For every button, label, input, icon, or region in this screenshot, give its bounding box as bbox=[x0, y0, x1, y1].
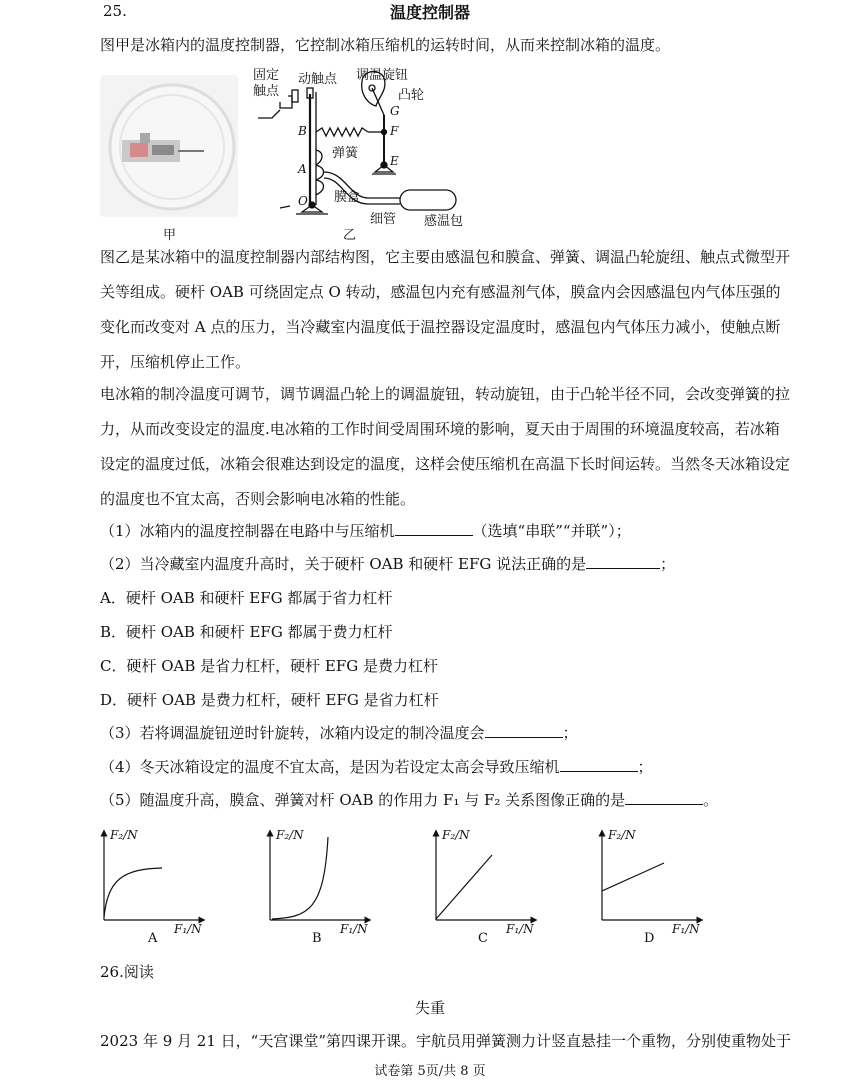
question-1-text: （1）冰箱内的温度控制器在电路中与压缩机 bbox=[100, 522, 395, 540]
question-number: 25. bbox=[103, 2, 127, 20]
label-bulb: 感温包 bbox=[424, 214, 464, 229]
graph-d-line bbox=[602, 863, 664, 891]
graph-b-y-label: F₂/N bbox=[276, 828, 304, 842]
graph-d-letter: D bbox=[644, 931, 655, 946]
question-26-heading: 26.阅读 bbox=[100, 963, 154, 981]
graph-b-x-label: F₁/N bbox=[340, 922, 368, 936]
figure-jia-caption: 甲 bbox=[163, 228, 177, 243]
label-spring: 弹簧 bbox=[332, 146, 359, 161]
graph-d[interactable] bbox=[590, 825, 710, 950]
question-26-text: 2023 年 9 月 21 日，“天宫课堂”第四课开课。宇航员用弹簧测力计竖直悬挂一个重物，分别使重物处于 bbox=[100, 1032, 791, 1050]
graph-a-y-label: F₂/N bbox=[110, 828, 138, 842]
question-2-text: （2）当冷藏室内温度升高时，关于硬杆 OAB 和硬杆 EFG 说法正确的是 bbox=[100, 555, 587, 573]
question-2 bbox=[100, 554, 800, 574]
question-2-blank[interactable] bbox=[586, 554, 660, 569]
graph-c[interactable] bbox=[424, 825, 544, 950]
controller-structure-diagram bbox=[250, 60, 475, 230]
question-5-suffix: 。 bbox=[703, 791, 719, 809]
graph-c-letter: C bbox=[478, 931, 488, 946]
thermostat-photo bbox=[100, 75, 238, 217]
label-moving-contact: 动触点 bbox=[298, 72, 338, 87]
question-4-text: （4）冬天冰箱设定的温度不宜太高，是因为若设定太高会导致压缩机 bbox=[100, 758, 560, 776]
question-4-blank[interactable] bbox=[560, 757, 638, 772]
question-5 bbox=[100, 790, 800, 810]
question-2-suffix: ； bbox=[660, 555, 676, 573]
graph-b-letter: B bbox=[312, 931, 322, 946]
paragraph-adjustment: 电冰箱的制冷温度可调节，调节调温凸轮上的调温旋钮，转动旋钮，由于凸轮半径不同，会改变弹簧的拉力，从而改变设定的温度.电冰箱的工作时间受周围环境的影响，夏天由于周围的环境温度较高，若冰箱设定的温度过低，冰箱会很难达到设定的温度，这样会使压缩机在高温下长时间运转。当然冬天冰箱设定的温度也不宜太高，否则会影响电冰箱的性能。 bbox=[100, 385, 791, 508]
label-diaphragm: 膜盒 bbox=[334, 190, 361, 205]
page-footer: 试卷第 5页/共 8 页 bbox=[374, 1064, 486, 1079]
label-F: F bbox=[390, 124, 399, 138]
label-A: A bbox=[298, 162, 307, 176]
graph-a[interactable] bbox=[92, 825, 212, 950]
question-3 bbox=[100, 723, 800, 743]
thermostat-photo-image bbox=[100, 75, 238, 217]
label-tube: 细管 bbox=[370, 212, 397, 227]
label-knob: 调温旋钮 bbox=[356, 68, 409, 83]
question-4 bbox=[100, 757, 800, 777]
label-fixed-contact: 固定触点 bbox=[253, 68, 280, 99]
question-4-suffix: ； bbox=[637, 758, 653, 776]
option-a[interactable]: A．硬杆 OAB 和硬杆 EFG 都属于省力杠杆 bbox=[100, 589, 393, 607]
question-5-blank[interactable] bbox=[625, 790, 703, 805]
option-d[interactable]: D．硬杆 OAB 是费力杠杆，硬杆 EFG 是省力杠杆 bbox=[100, 691, 439, 709]
graph-c-y-label: F₂/N bbox=[442, 828, 470, 842]
graph-a-x-label: F₁/N bbox=[174, 922, 202, 936]
paragraph-structure: 图乙是某冰箱中的温度控制器内部结构图，它主要由感温包和膜盒、弹簧、调温凸轮旋纽、触点式微型开关等组成。硬杆 OAB 可绕固定点 O 转动，感温包内充有感温剂气体，膜盒内会因感温包内气体压强的变化而改变对 A 点的压力，当冷藏室内温度低于温控器设定温度时，感温包内气体压力减小，使触点断开，压缩机停止工作。 bbox=[100, 248, 791, 371]
question-3-blank[interactable] bbox=[485, 723, 563, 738]
label-E: E bbox=[390, 154, 399, 168]
figure-yi-caption: 乙 bbox=[343, 228, 357, 243]
label-B: B bbox=[298, 124, 307, 138]
graph-a-letter: A bbox=[148, 931, 158, 946]
section-title: 温度控制器 bbox=[389, 3, 470, 22]
graph-b[interactable] bbox=[258, 825, 378, 950]
option-c[interactable]: C．硬杆 OAB 是省力杠杆，硬杆 EFG 是费力杠杆 bbox=[100, 657, 439, 675]
question-1-suffix: （选填“串联”“并联”）； bbox=[472, 522, 631, 540]
label-O: O bbox=[298, 194, 308, 208]
question-1 bbox=[100, 521, 800, 541]
option-b[interactable]: B．硬杆 OAB 和硬杆 EFG 都属于费力杠杆 bbox=[100, 623, 393, 641]
graph-d-y-label: F₂/N bbox=[608, 828, 636, 842]
graph-b-curve bbox=[272, 837, 328, 919]
intro-paragraph: 图甲是冰箱内的温度控制器，它控制冰箱压缩机的运转时间，从而来控制冰箱的温度。 bbox=[100, 36, 671, 54]
graph-a-curve bbox=[104, 868, 162, 917]
question-3-suffix: ； bbox=[562, 724, 578, 742]
graph-c-line bbox=[436, 855, 492, 919]
question-1-blank[interactable] bbox=[395, 521, 473, 536]
question-3-text: （3）若将调温旋钮逆时针旋转，冰箱内设定的制冷温度会 bbox=[100, 724, 485, 742]
label-cam: 凸轮 bbox=[398, 88, 425, 103]
structure-drawing bbox=[250, 60, 475, 230]
graph-c-x-label: F₁/N bbox=[506, 922, 534, 936]
question-26-title: 失重 bbox=[414, 999, 445, 1017]
label-G: G bbox=[390, 104, 400, 118]
question-5-text: （5）随温度升高，膜盒、弹簧对杆 OAB 的作用力 F₁ 与 F₂ 关系图像正确的是 bbox=[100, 791, 626, 809]
graph-d-x-label: F₁/N bbox=[672, 922, 700, 936]
